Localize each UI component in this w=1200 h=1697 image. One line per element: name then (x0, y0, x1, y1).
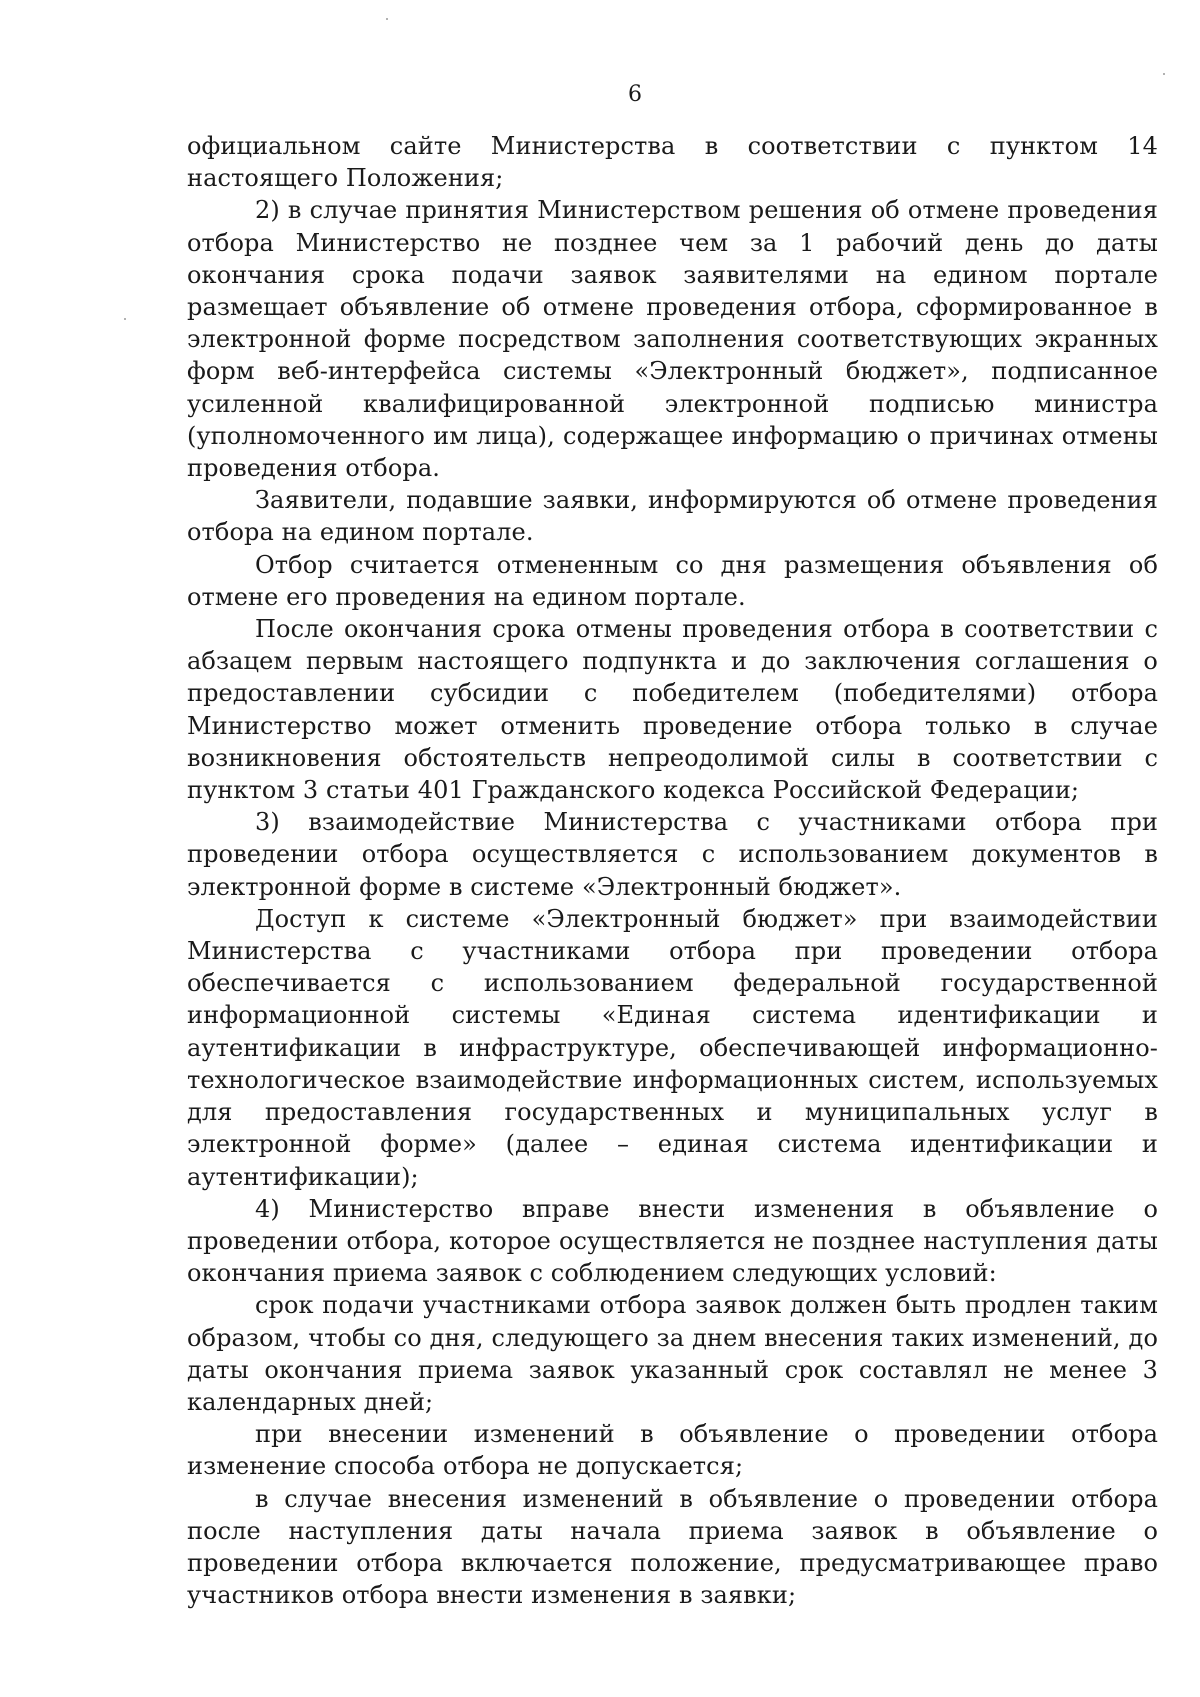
paragraph: Заявители, подавшие заявки, информируются об отмене проведения отбора на едином портале. (187, 486, 1158, 547)
paragraph: официальном сайте Министерства в соответствии с пунктом 14 настоящего Положения; (187, 132, 1158, 193)
scan-speck (1163, 73, 1165, 75)
scan-speck (124, 318, 126, 320)
paragraph: в случае внесения изменений в объявление о проведении отбора после наступления даты начала приема заявок в объявление о проведении отбора включается положение, предусматривающее право участников отбора внести изменения в заявки; (187, 1484, 1158, 1610)
paragraph: Отбор считается отмененным со дня размещения объявления об отмене его проведения на едином портале. (187, 550, 1158, 611)
paragraph: срок подачи участниками отбора заявок должен быть продлен таким образом, чтобы со дня, следующего за днем внесения таких изменений, до даты окончания приема заявок указанный срок составлял не менее 3 календарных дней; (187, 1291, 1158, 1416)
paragraph: Доступ к системе «Электронный бюджет» при взаимодействии Министерства с участниками отбора при проведении отбора обеспечивается с использованием федеральной государственной информационной системы «Единая система идентификации и аутентификации в инфраструктуре, обеспечивающей информационно-технологическое взаимодействие информационных систем, используемых для предоставления государственных и муниципальных услуг в электронной форме» (далее – единая система идентификации и аутентификации); (187, 904, 1158, 1191)
paragraph: 4) Министерство вправе внести изменения в объявление о проведении отбора, которое осуществляется не позднее наступления даты окончания приема заявок с соблюдением следующих условий: (187, 1194, 1158, 1288)
scan-speck (386, 18, 388, 20)
paragraph: 2) в случае принятия Министерством решения об отмене проведения отбора Министерство не позднее чем за 1 рабочий день до даты окончания срока подачи заявок заявителями на едином портале размещает объявление об отмене проведения отбора, сформированное в электронной форме посредством заполнения соответствующих экранных форм веб-интерфейса системы «Электронный бюджет», подписанное усиленной квалифицированной электронной подписью министра (уполномоченного им лица), содержащее информацию о причинах отмены проведения отбора. (187, 196, 1158, 483)
paragraph: После окончания срока отмены проведения отбора в соответствии с абзацем первым настоящего подпункта и до заключения соглашения о предоставлении субсидии с победителем (победителями) отбора Министерство может отменить проведение отбора только в случае возникновения обстоятельств непреодолимой силы в соответствии с пунктом 3 статьи 401 Гражданского кодекса Российской Федерации; (187, 615, 1158, 805)
page-number: 6 (628, 82, 642, 107)
paragraph: 3) взаимодействие Министерства с участниками отбора при проведении отбора осуществляется с использованием документов в электронной форме в системе «Электронный бюджет». (187, 808, 1158, 901)
paragraph: при внесении изменений в объявление о проведении отбора изменение способа отбора не допускается; (187, 1420, 1158, 1481)
document-body (187, 130, 1158, 1611)
